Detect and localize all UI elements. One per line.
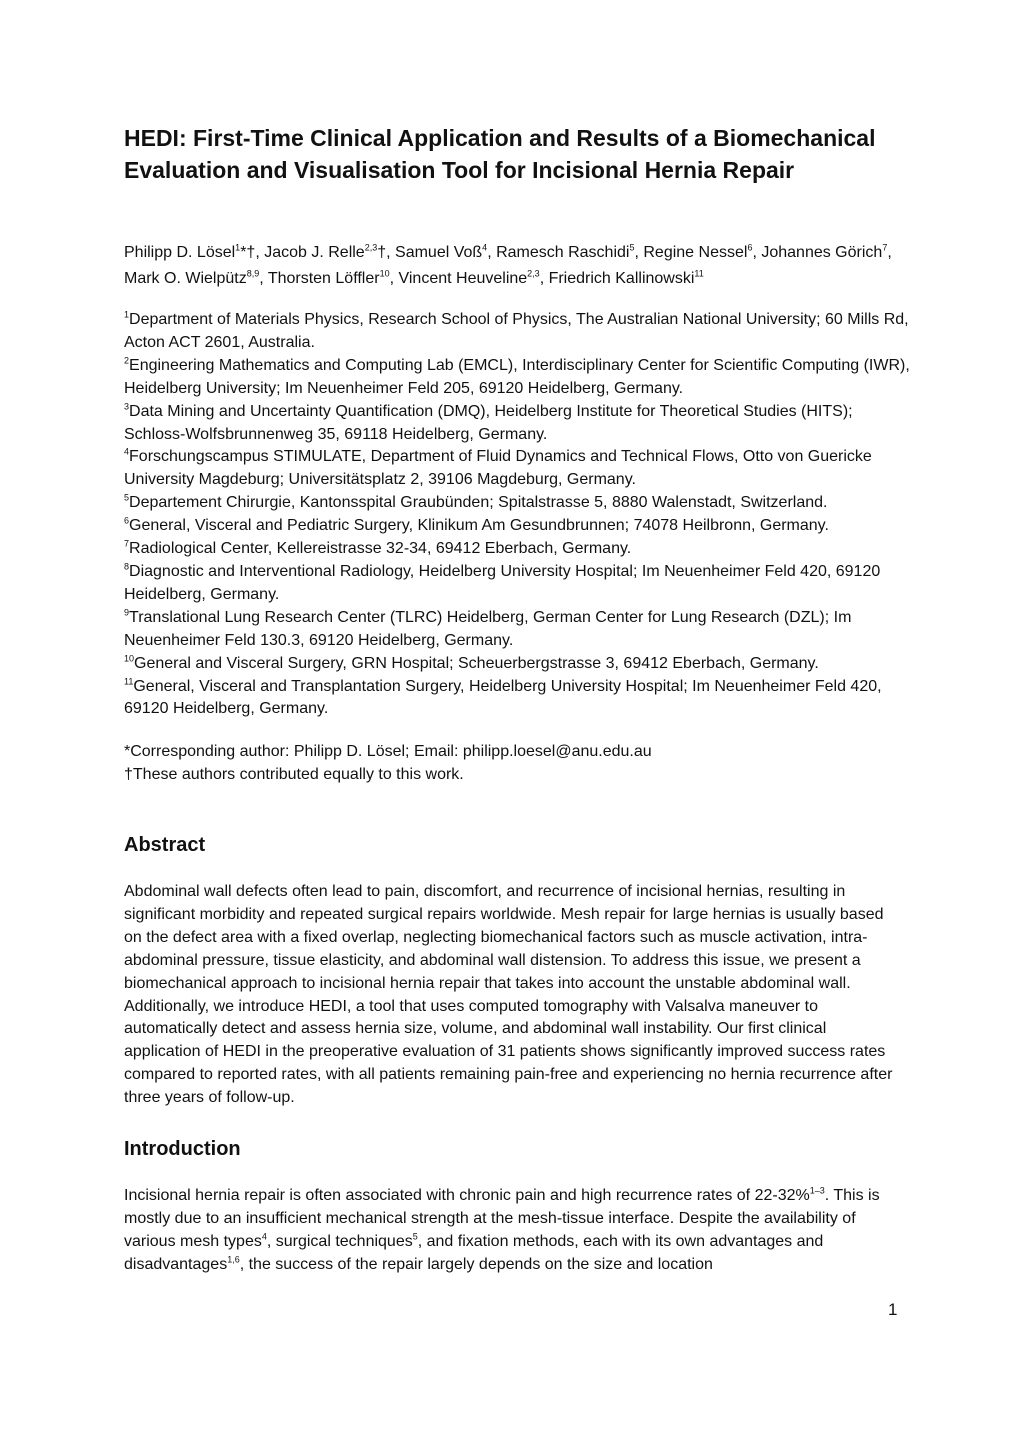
affiliation-text: General, Visceral and Pediatric Surgery, Klinikum Am Gesundbrunnen; 74078 Heilbronn, Germany. (129, 517, 829, 535)
paper-title: HEDI: First-Time Clinical Application and Results of a Biomechanical Evaluation and Visualisation Tool for Incisional Hernia Repair (124, 125, 876, 183)
intro-text-run: , surgical techniques (266, 1232, 413, 1250)
author-affil-sup: 8,9 (246, 268, 260, 279)
affiliation-number: 3 (124, 401, 130, 412)
author-sep: †, (377, 244, 396, 261)
author-list (124, 240, 914, 292)
introduction-heading: Introduction (124, 1138, 241, 1160)
author-affil-sup: 5 (629, 242, 635, 253)
author-name: Vincent Heuveline (398, 270, 528, 287)
affiliation (124, 515, 914, 538)
affiliation-text: General and Visceral Surgery, GRN Hospital; Scheuerbergstrasse 3, 69412 Eberbach, Germany. (134, 654, 819, 672)
author-affil-sup: 2,3 (364, 242, 378, 253)
author-sep: , (389, 270, 399, 287)
page-number: 1 (888, 1300, 898, 1319)
author-sep: , (487, 244, 497, 261)
author-sep: , (634, 244, 644, 261)
intro-text-run: Incisional hernia repair is often associated with chronic pain and high recurrence rates of 22-32% (124, 1187, 810, 1204)
affiliation-number: 7 (124, 538, 130, 549)
affiliation (124, 401, 914, 447)
introduction-text (124, 1185, 904, 1277)
author-name: Ramesch Raschidi (496, 244, 630, 261)
affiliation-text: Translational Lung Research Center (TLRC) Heidelberg, German Center for Lung Research (DZL); Im Neuenheimer Feld 130.3, 69120 Heidelberg, Germany. (124, 608, 852, 649)
author-sep: , (887, 244, 892, 261)
author-name: Friedrich Kallinowski (548, 270, 695, 287)
author-affil-sup: 1 (235, 242, 241, 253)
affiliation-list (124, 309, 914, 721)
author-name: Mark O. Wielpütz (124, 270, 247, 287)
author-affil-sup: 2,3 (527, 268, 540, 279)
affiliation-text: Department of Materials Physics, Research School of Physics, The Australian National University; 60 Mills Rd, Acton ACT 2601, Australia. (124, 311, 909, 351)
author-name: Johannes Görich (761, 244, 883, 261)
author-name: Jacob J. Relle (264, 244, 365, 261)
abstract-heading: Abstract (124, 834, 206, 856)
author-sep: , (752, 244, 762, 261)
affiliation (124, 561, 914, 607)
affiliation-text: General, Visceral and Transplantation Surgery, Heidelberg University Hospital; Im Neuenheimer Feld 420, 69120 Heidelberg, Germany. (124, 677, 882, 718)
equal-contribution-note: †These authors contributed equally to this work. (124, 766, 464, 783)
affiliation-number: 6 (124, 515, 130, 526)
citation-sup: 4 (261, 1231, 267, 1242)
author-affil-sup: 7 (882, 242, 888, 253)
affiliation-text: Forschungscampus STIMULATE, Department of Fluid Dynamics and Technical Flows, Otto von Guericke University Magdeburg; Universitätsplatz 2, 39106 Magdeburg, Germany. (124, 448, 872, 489)
affiliation (124, 538, 914, 561)
author-affil-sup: 11 (694, 268, 704, 279)
affiliation (124, 355, 914, 401)
affiliation-number: 11 (124, 676, 134, 687)
affiliation (124, 676, 914, 722)
affiliation (124, 653, 914, 676)
affiliation (124, 607, 914, 653)
author-name: Philipp D. Lösel (124, 244, 236, 261)
author-sep: , (539, 270, 549, 287)
affiliation-number: 4 (124, 447, 130, 458)
affiliation (124, 446, 914, 492)
affiliation (124, 492, 914, 515)
citation-sup: 1,6 (227, 1254, 240, 1265)
author-affil-sup: 10 (379, 268, 390, 279)
author-affil-sup: 4 (482, 242, 488, 253)
affiliation-number: 2 (124, 355, 130, 366)
author-sep: , (259, 270, 268, 287)
author-name: Samuel Voß (395, 244, 483, 261)
intro-text-run: , the success of the repair largely depends on the size and location (239, 1255, 713, 1273)
affiliation-text: Data Mining and Uncertainty Quantification (DMQ), Heidelberg Institute for Theoretical Studies (HITS); Schloss-Wolfsbrunnenweg 35, 69118 Heidelberg, Germany. (124, 402, 853, 443)
affiliation-text: Diagnostic and Interventional Radiology, Heidelberg University Hospital; Im Neuenheimer Feld 420, 69120 Heidelberg, Germany. (124, 562, 881, 603)
affiliation-text: Radiological Center, Kellereistrasse 32-34, 69412 Eberbach, Germany. (129, 540, 632, 558)
affiliation-text: Departement Chirurgie, Kantonsspital Graubünden; Spitalstrasse 5, 8880 Walenstadt, Switzerland. (129, 494, 828, 512)
affiliation-text: Engineering Mathematics and Computing Lab (EMCL), Interdisciplinary Center for Scientific Computing (IWR), Heidelberg University; Im Neuenheimer Feld 205, 69120 Heidelberg, Germany. (124, 356, 910, 397)
author-name: Regine Nessel (643, 244, 748, 261)
correspondence-block (124, 740, 914, 786)
affiliation-number: 9 (124, 607, 130, 618)
citation-sup: 1–3 (809, 1185, 825, 1196)
affiliation-number: 8 (124, 561, 130, 572)
affiliation-number: 1 (124, 309, 130, 320)
abstract-text: Abdominal wall defects often lead to pain, discomfort, and recurrence of incisional hernias, resulting in significant morbidity and repeated surgical repairs worldwide. Mesh repair for large hernias is usually based on the defect area with a fixed overlap, neglecting biomechanical factors such as muscle activation, intra-abdominal pressure, tissue elasticity, and abdominal wall distension. To address this issue, we present a biomechanical approach to incisional hernia repair that takes into account the unstable abdominal wall. Additionally, we introduce HEDI, a tool that uses computed tomography with Valsalva maneuver to automatically detect and assess hernia size, volume, and abdominal wall instability. Our first clinical application of HEDI in the preoperative evaluation of 31 patients shows significantly improved success rates compared to reported rates, with all patients remaining pain-free and experiencing no hernia recurrence after three years of follow-up. (124, 883, 893, 1107)
author-name: Thorsten Löffler (267, 270, 380, 287)
affiliation (124, 309, 914, 355)
author-affil-sup: 6 (747, 242, 753, 253)
intro-text-run: . This is mostly due to an insufficient mechanical strength at the mesh-tissue interface. Despite the availability of various mesh types (124, 1187, 880, 1250)
author-sep: *†, (240, 244, 265, 261)
affiliation-number: 10 (124, 653, 135, 664)
corresponding-author: *Corresponding author: Philipp D. Lösel; Email: philipp.loesel@anu.edu.au (124, 743, 652, 760)
intro-text-run: , and fixation methods, each with its own advantages and disadvantages (124, 1232, 824, 1273)
affiliation-number: 5 (124, 492, 130, 503)
citation-sup: 5 (412, 1231, 418, 1242)
